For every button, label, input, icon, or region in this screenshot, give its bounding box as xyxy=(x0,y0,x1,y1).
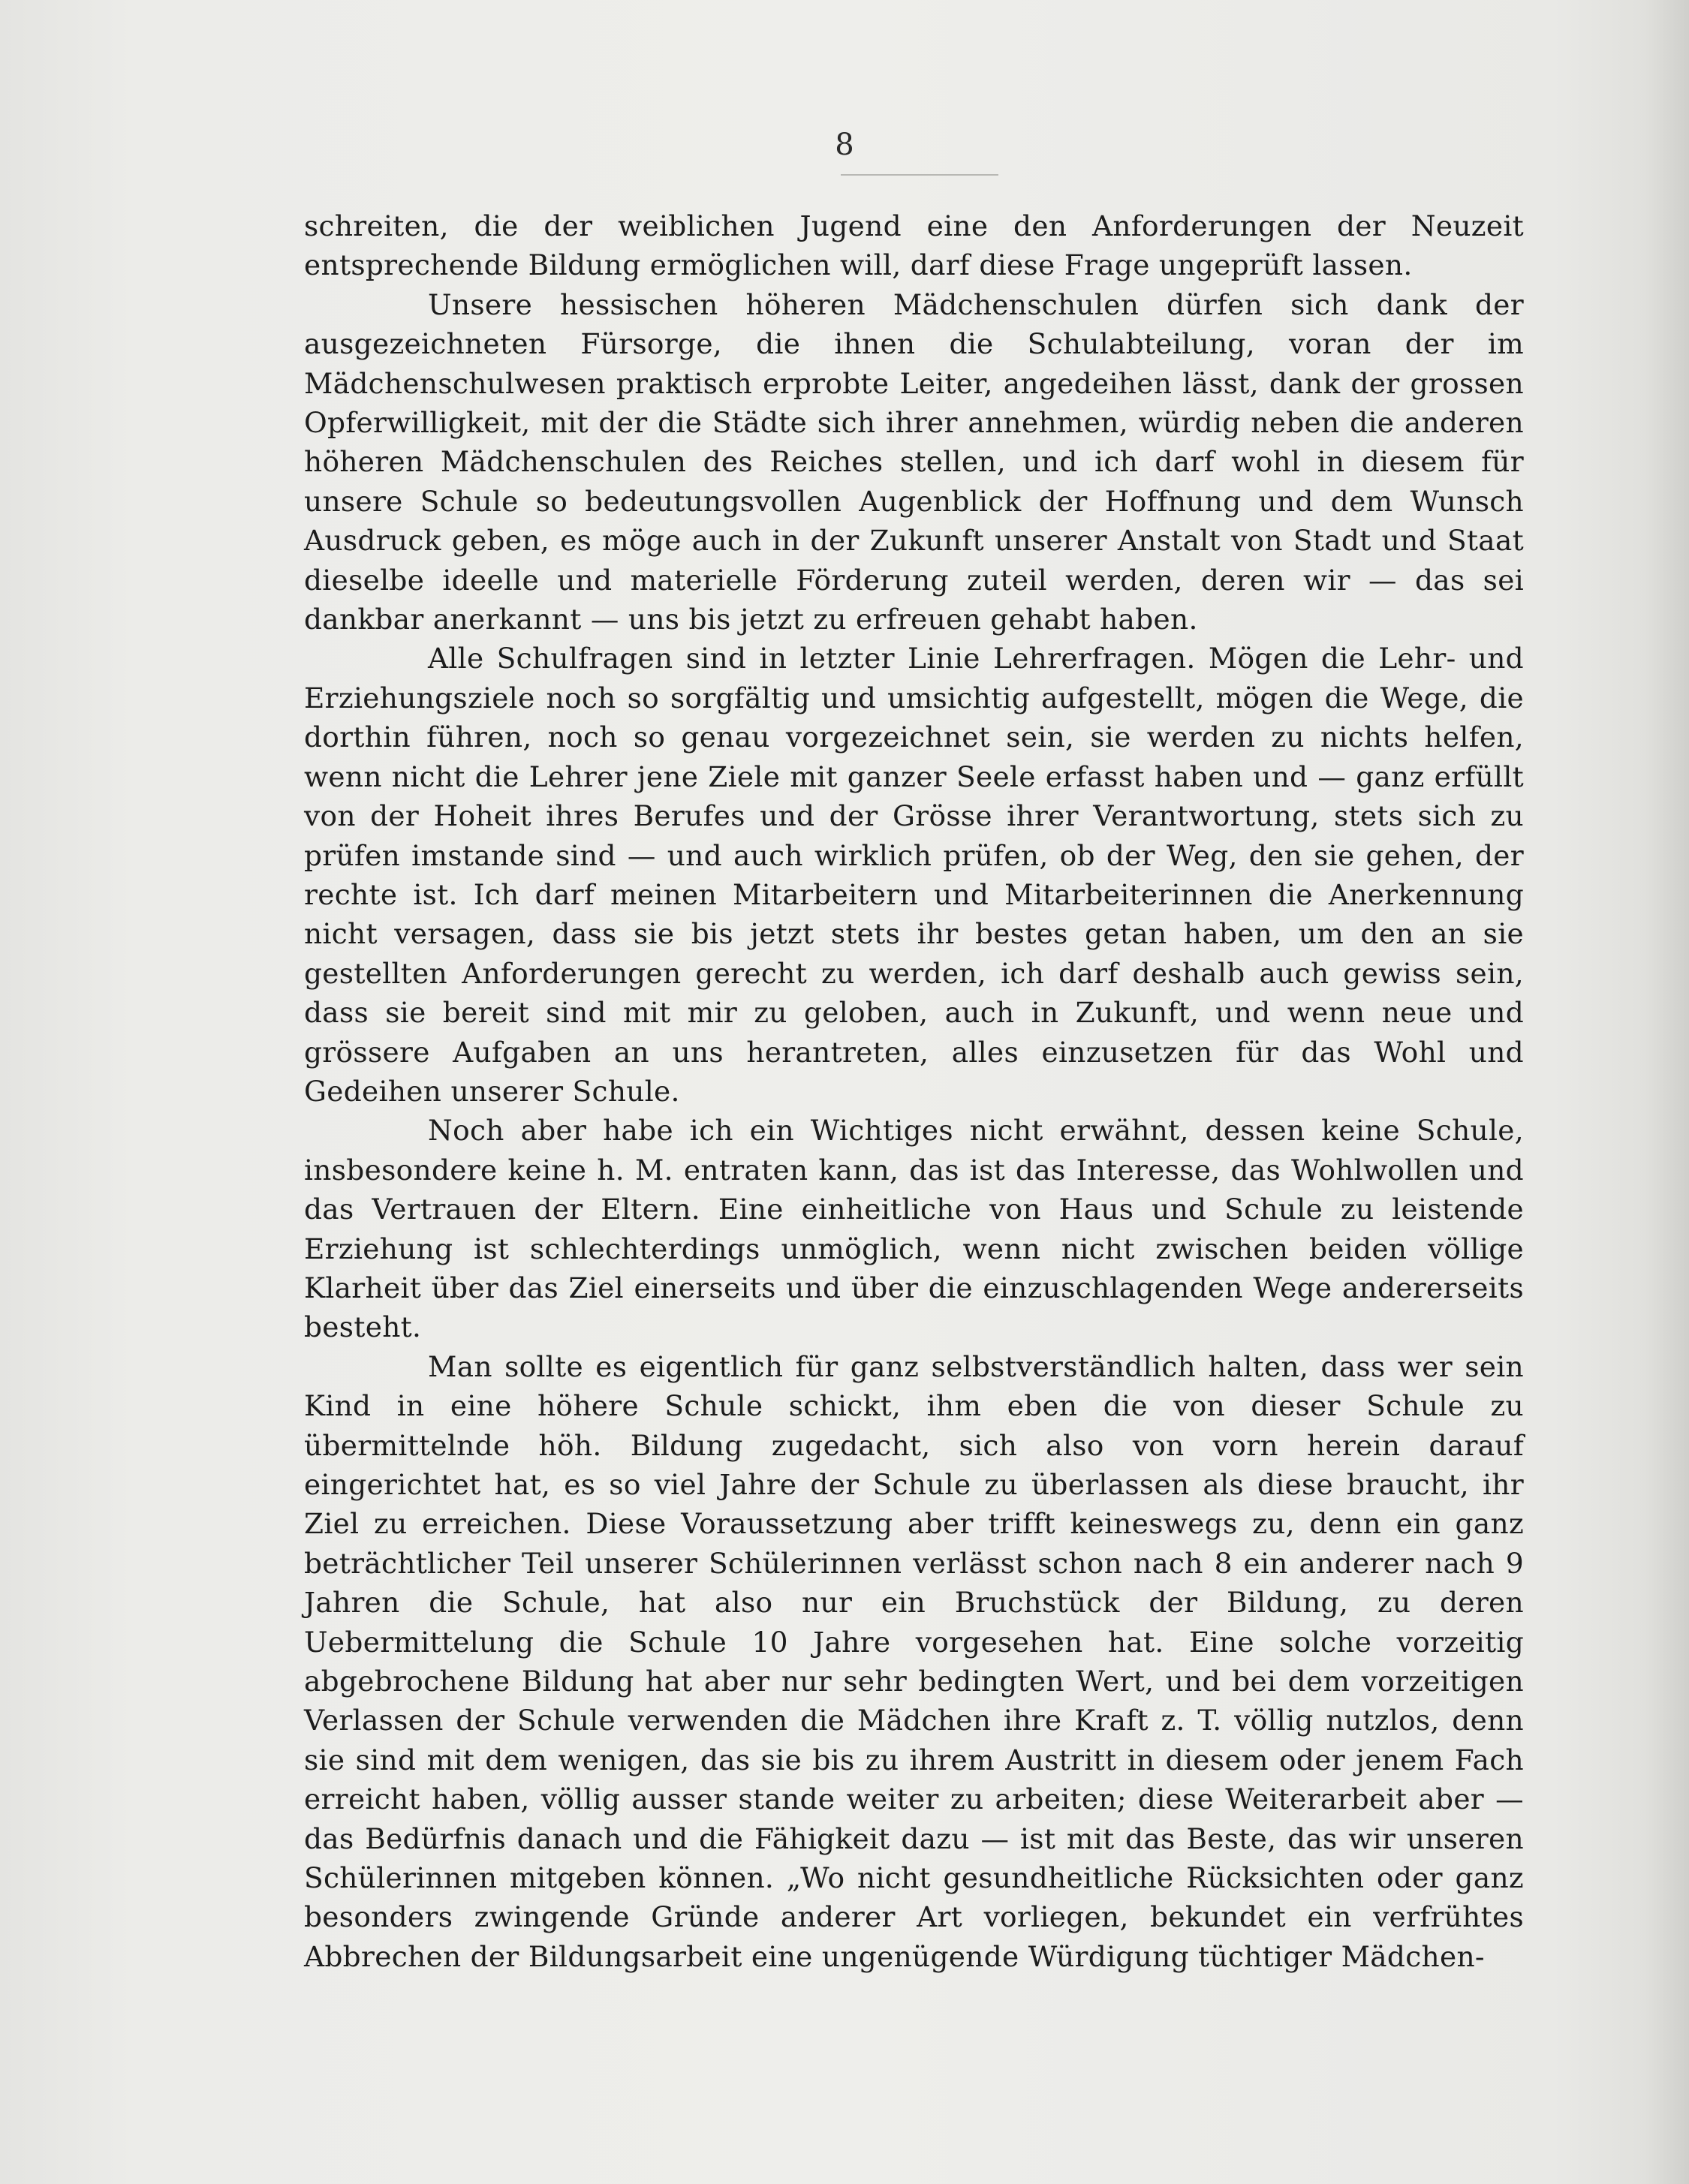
page-number: 8 xyxy=(835,128,854,162)
paragraph-2: Unsere hessischen höheren Mädchenschulen dürfen sich dank der ausgezeichneten Fürsorge, die ihnen die Schulabteilung, voran der im Mädchenschulwesen praktisch erprobte Leiter, angedeihen lässt, dank der grossen Opferwilligkeit, mit der die Städte sich ihrer annehmen, würdig neben die anderen höheren Mädchenschulen des Reiches stellen, und ich darf wohl in diesem für unsere Schule so bedeutungsvollen Augenblick der Hoffnung und dem Wunsch Ausdruck geben, es möge auch in der Zukunft unserer Anstalt von Stadt und Staat dieselbe ideelle und materielle Förderung zuteil werden, deren wir — das sei dankbar anerkannt — uns bis jetzt zu erfreuen gehabt haben. xyxy=(304,287,1524,636)
paragraph-3: Alle Schulfragen sind in letzter Linie Lehrerfragen. Mögen die Lehr- und Erziehungsziele noch so sorgfältig und umsichtig aufgestellt, mögen die Wege, die dorthin führen, noch so genau vorgezeichnet sein, sie werden zu nichts helfen, wenn nicht die Lehrer jene Ziele mit ganzer Seele erfasst haben und — ganz erfüllt von der Hoheit ihres Berufes und der Grösse ihrer Verantwortung, stets sich zu prüfen imstande sind — und auch wirklich prüfen, ob der Weg, den sie gehen, der rechte ist. Ich darf meinen Mitarbeitern und Mitarbeiterinnen die Anerkennung nicht versagen, dass sie bis jetzt stets ihr bestes getan haben, um den an sie gestellten Anforderungen gerecht zu werden, ich darf deshalb auch gewiss sein, dass sie bereit sind mit mir zu geloben, auch in Zukunft, und wenn neue und grössere Aufgaben an uns herantreten, alles einzusetzen für das Wohl und Gedeihen unserer Schule. xyxy=(304,642,1524,1108)
page-number-rule xyxy=(841,174,998,176)
paragraph-1: schreiten, die der weiblichen Jugend eine den Anforderungen der Neuzeit entsprechende Bildung ermöglichen will, darf diese Frage ungeprüft lassen. xyxy=(304,209,1524,282)
page-edge-shadow xyxy=(1644,0,1689,2184)
body-text xyxy=(304,206,1524,1976)
paragraph-4: Noch aber habe ich ein Wichtiges nicht erwähnt, dessen keine Schule, insbesondere keine h. M. entraten kann, das ist das Interesse, das Wohlwollen und das Vertrauen der Eltern. Eine einheitliche von Haus und Schule zu leistende Erziehung ist schlechterdings unmöglich, wenn nicht zwischen beiden völlige Klarheit über das Ziel einerseits und über die einzuschlagenden Wege andererseits besteht. xyxy=(304,1114,1524,1344)
paragraph-5: Man sollte es eigentlich für ganz selbstverständlich halten, dass wer sein Kind in eine höhere Schule schickt, ihm eben die von dieser Schule zu übermittelnde höh. Bildung zugedacht, sich also von vorn herein darauf eingerichtet hat, es so viel Jahre der Schule zu überlassen als diese braucht, ihr Ziel zu erreichen. Diese Voraussetzung aber trifft keineswegs zu, denn ein ganz beträchtlicher Teil unserer Schülerinnen verlässt schon nach 8 ein anderer nach 9 Jahren die Schule, hat also nur ein Bruchstück der Bildung, zu deren Uebermittelung die Schule 10 Jahre vorgesehen hat. Eine solche vorzeitig abgebrochene Bildung hat aber nur sehr bedingten Wert, und bei dem vorzeitigen Verlassen der Schule verwenden die Mädchen ihre Kraft z. T. völlig nutzlos, denn sie sind mit dem wenigen, das sie bis zu ihrem Austritt in diesem oder jenem Fach erreicht haben, völlig ausser stande weiter zu arbeiten; diese Weiterarbeit aber — das Bedürfnis danach und die Fähigkeit dazu — ist mit das Beste, das wir unseren Schülerinnen mitgeben können. „Wo nicht gesundheitliche Rücksichten oder ganz besonders zwingende Gründe anderer Art vorliegen, bekundet ein verfrühtes Abbrechen der Bildungsarbeit eine ungenügende Würdigung tüchtiger Mädchen- xyxy=(304,1349,1524,1973)
